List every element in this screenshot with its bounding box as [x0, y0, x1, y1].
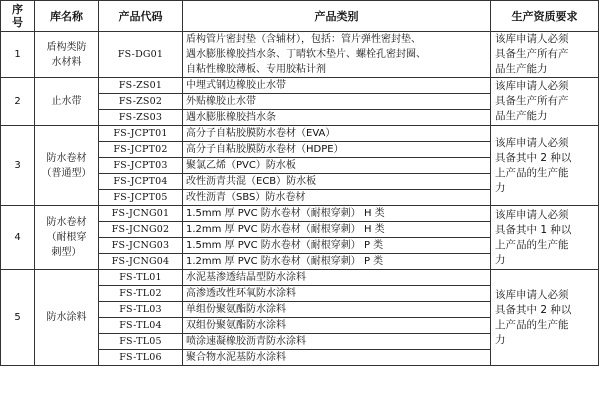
- product-category: 单组份聚氨酯防水涂料: [183, 302, 491, 318]
- library-name: 防水涂料: [35, 270, 99, 366]
- product-code: FS-TL03: [99, 302, 183, 318]
- library-name: 防水卷材 （耐根穿 刺型）: [35, 206, 99, 270]
- product-code: FS-JCPT03: [99, 158, 183, 174]
- product-code: FS-TL05: [99, 334, 183, 350]
- product-category: 双组份聚氨酯防水涂料: [183, 318, 491, 334]
- product-code: FS-TL01: [99, 270, 183, 286]
- product-category: 改性沥青（SBS）防水卷材: [183, 190, 491, 206]
- library-name: 止水带: [35, 78, 99, 126]
- product-category: 中埋式钢边橡胶止水带: [183, 78, 491, 94]
- code-header: 产品代码: [99, 1, 183, 32]
- product-code: FS-TL04: [99, 318, 183, 334]
- product-category: 外贴橡胶止水带: [183, 94, 491, 110]
- product-code: FS-ZS03: [99, 110, 183, 126]
- header-row: [1, 1, 599, 32]
- group-number: 1: [1, 32, 35, 78]
- product-code: FS-JCNG02: [99, 222, 183, 238]
- group-number: 4: [1, 206, 35, 270]
- product-category: 遇水膨胀橡胶挡水条: [183, 110, 491, 126]
- qualification-requirement: 该库申请人必须 具备其中 2 种以 上产品的生产能 力: [491, 270, 599, 366]
- table-row: [1, 32, 599, 78]
- product-code: FS-TL02: [99, 286, 183, 302]
- product-code: FS-JCNG04: [99, 254, 183, 270]
- product-category: 盾构管片密封垫（含辅材），包括：管片弹性密封垫、 遇水膨胀橡胶挡水条、丁晴软木垫片、螺栓孔密封圈、 自粘性橡胶薄板、专用胶粘计剂: [183, 32, 491, 78]
- product-category: 水泥基渗透结晶型防水涂料: [183, 270, 491, 286]
- product-code: FS-ZS02: [99, 94, 183, 110]
- product-code: FS-JCNG03: [99, 238, 183, 254]
- product-category: 1.5mm 厚 PVC 防水卷材（耐根穿刺） H 类: [183, 206, 491, 222]
- product-category: 改性沥青共混（ECB）防水板: [183, 174, 491, 190]
- seq-header: 序 号: [1, 1, 35, 32]
- product-category: 高分子自粘胶膜防水卷材（HDPE）: [183, 142, 491, 158]
- library-name: 防水卷材 （普通型）: [35, 126, 99, 206]
- group-number: 3: [1, 126, 35, 206]
- product-code: FS-JCPT01: [99, 126, 183, 142]
- category-header: 产品类别: [183, 1, 491, 32]
- table-row: [1, 206, 599, 222]
- product-category: 1.2mm 厚 PVC 防水卷材（耐根穿刺） H 类: [183, 222, 491, 238]
- qualification-requirement: 该库申请人必须 具备生产所有产 品生产能力: [491, 78, 599, 126]
- table-row: [1, 270, 599, 286]
- product-category: 喷涂速凝橡胶沥青防水涂料: [183, 334, 491, 350]
- qualification-requirement: 该库申请人必须 具备其中 2 种以 上产品的生产能 力: [491, 126, 599, 206]
- product-code: FS-ZS01: [99, 78, 183, 94]
- product-category: 聚氯乙烯（PVC）防水板: [183, 158, 491, 174]
- product-category: 高分子自粘胶膜防水卷材（EVA）: [183, 126, 491, 142]
- requirement-header: 生产资质要求: [491, 1, 599, 32]
- product-category: 高渗透改性环氧防水涂料: [183, 286, 491, 302]
- product-code: FS-JCPT05: [99, 190, 183, 206]
- qualification-requirement: 该库申请人必须 具备生产所有产 品生产能力: [491, 32, 599, 78]
- library-name: 盾构类防 水材料: [35, 32, 99, 78]
- product-code: FS-TL06: [99, 350, 183, 366]
- product-category: 聚合物水泥基防水涂料: [183, 350, 491, 366]
- product-code: FS-JCNG01: [99, 206, 183, 222]
- product-code: FS-JCPT04: [99, 174, 183, 190]
- product-category: 1.5mm 厚 PVC 防水卷材（耐根穿刺） P 类: [183, 238, 491, 254]
- product-code: FS-JCPT02: [99, 142, 183, 158]
- product-category: 1.2mm 厚 PVC 防水卷材（耐根穿刺） P 类: [183, 254, 491, 270]
- table-row: [1, 126, 599, 142]
- name-header: 库名称: [35, 1, 99, 32]
- qualification-requirement: 该库申请人必须 具备其中 1 种以 上产品的生产能 力: [491, 206, 599, 270]
- group-number: 2: [1, 78, 35, 126]
- product-code: FS-DG01: [99, 32, 183, 78]
- group-number: 5: [1, 270, 35, 366]
- table-row: [1, 78, 599, 94]
